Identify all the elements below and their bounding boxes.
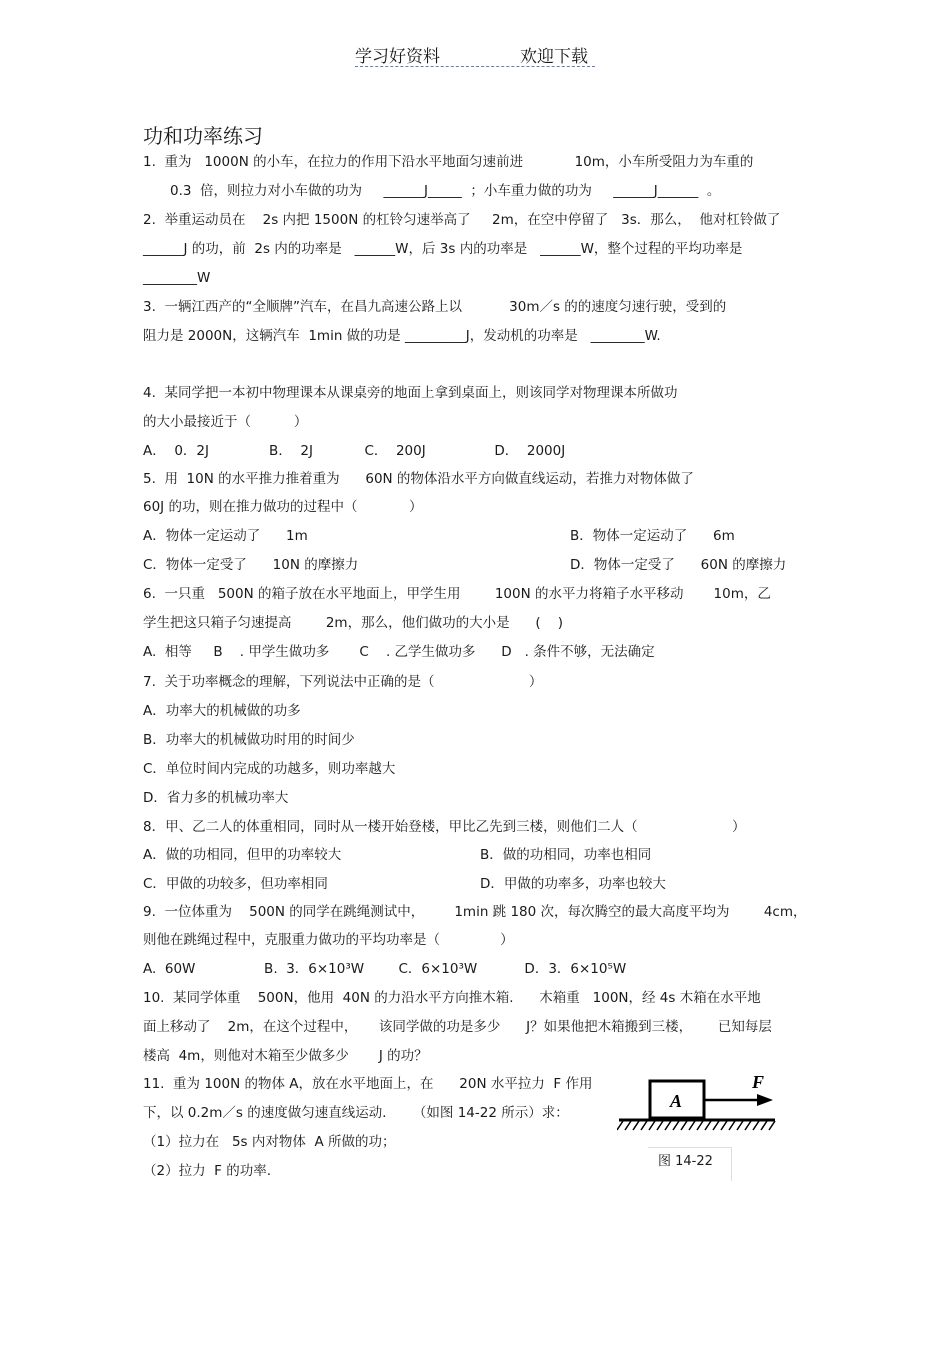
q8-option-a: A．做的功相同，但甲的功率较大 <box>143 847 342 863</box>
q9-options: A. 60W B. 3．6×10³W C．6×10³W D．3．6×10⁵W <box>143 961 627 977</box>
q3-line-1: 3. 一辆江西产的“全顺牌”汽车，在昌九高速公路上以 30m／s 的的速度匀速行驶，受到的 <box>143 299 727 315</box>
q5-option-a: A．物体一定运动了 1m <box>143 528 308 544</box>
page-title: 功和功率练习 <box>143 124 263 148</box>
figure-block-diagram <box>617 1068 777 1138</box>
q5-option-d: D．物体一定受了 60N 的摩擦力 <box>570 557 787 573</box>
force-label: F <box>752 1072 765 1092</box>
q11-part-1: （1）拉力在 5s 内对物体 A 所做的功； <box>143 1134 396 1150</box>
q6-options: A. 相等 B . 甲学生做功多 C . 乙学生做功多 D . 条件不够，无法确定 <box>143 644 655 660</box>
block-label: A <box>670 1091 683 1111</box>
q10-line-3: 楼高 4m，则他对木箱至少做多少 J 的功？ <box>143 1048 428 1064</box>
q4-line-2: 的大小最接近于（ ） <box>143 414 308 430</box>
q10-line-1: 10. 某同学体重 500N，他用 40N 的力沿水平方向推木箱. 木箱重 100N，经 4s 木箱在水平地 <box>143 990 761 1006</box>
header-left: 学习好资料 <box>355 47 440 67</box>
q5-line-1: 5. 用 10N 的水平推力推着重为 60N 的物体沿水平方向做直线运动，若推力对物体做了 <box>143 471 694 487</box>
q8-line-1: 8．甲、乙二人的体重相同，同时从一楼开始登楼，甲比乙先到三楼，则他们二人（ ） <box>143 819 746 835</box>
q5-option-b: B．物体一定运动了 6m <box>570 528 735 544</box>
q6-line-2: 学生把这只箱子匀速提高 2m，那么，他们做功的大小是 ( ) <box>143 615 564 631</box>
q4-options: A． 0．2J B． 2J C． 200J D． 2000J <box>143 443 566 459</box>
q2-line-2: ______J 的功，前 2s 内的功率是 ______W，后 3s 内的功率是 ______W，整个过程的平均功率是 <box>143 241 743 257</box>
q2-line-3: ________W <box>143 270 211 286</box>
q7-option-d: D．省力多的机械功率大 <box>143 790 289 806</box>
q4-line-1: 4. 某同学把一本初中物理课本从课桌旁的地面上拿到桌面上，则该同学对物理课本所做功 <box>143 385 678 401</box>
q7-option-a: A．功率大的机械做的功多 <box>143 703 301 719</box>
q1-line-2: 0.3 倍，则拉力对小车做的功为 ______J_____ ；小车重力做的功为 ______J______ 。 <box>170 183 721 199</box>
ground-hatching <box>617 1121 775 1130</box>
q5-option-c: C．物体一定受了 10N 的摩擦力 <box>143 557 359 573</box>
q10-line-2: 面上移动了 2m，在这个过程中， 该同学做的功是多少 J？如果他把木箱搬到三楼， 已知每层 <box>143 1019 772 1035</box>
q5-line-2: 60J 的功，则在推力做功的过程中（ ） <box>143 499 423 515</box>
q3-line-2: 阻力是 2000N，这辆汽车 1min 做的功是 _________J，发动机的功率是 ________W. <box>143 328 661 344</box>
q9-line-2: 则他在跳绳过程中，克服重力做功的平均功率是（ ） <box>143 932 514 948</box>
q11-line-1: 11. 重为 100N 的物体 A，放在水平地面上，在 20N 水平拉力 F 作用 <box>143 1076 593 1092</box>
header-right: 欢迎下载 <box>520 47 588 67</box>
q11-part-2: （2）拉力 F 的功率. <box>143 1163 272 1179</box>
figure-caption: 图 14-22 <box>648 1147 732 1181</box>
q6-line-1: 6. 一只重 500N 的箱子放在水平地面上，甲学生用 100N 的水平力将箱子水平移动 10m，乙 <box>143 586 771 602</box>
page-header <box>355 40 595 67</box>
q7-option-b: B．功率大的机械做功时用的时间少 <box>143 732 355 748</box>
q8-option-d: D．甲做的功率多，功率也较大 <box>480 876 666 892</box>
q7-line-1: 7. 关于功率概念的理解，下列说法中正确的是（ ） <box>143 674 543 690</box>
q2-line-1: 2. 举重运动员在 2s 内把 1500N 的杠铃匀速举高了 2m，在空中停留了 3s．那么， 他对杠铃做了 <box>143 212 781 228</box>
q1-line-1: 1. 重为 1000N 的小车，在拉力的作用下沿水平地面匀速前进 10m，小车所受阻力为车重的 <box>143 154 754 170</box>
q7-option-c: C．单位时间内完成的功越多，则功率越大 <box>143 761 396 777</box>
force-arrow-head <box>757 1094 773 1106</box>
q11-line-2: 下，以 0.2m／s 的速度做匀速直线运动． （如图 14-22 所示）求： <box>143 1105 569 1121</box>
q8-option-c: C．甲做的功较多，但功率相同 <box>143 876 328 892</box>
q8-option-b: B．做的功相同，功率也相同 <box>480 847 652 863</box>
q9-line-1: 9. 一位体重为 500N 的同学在跳绳测试中， 1min 跳 180 次，每次腾空的最大高度平均为 4cm， <box>143 904 807 920</box>
